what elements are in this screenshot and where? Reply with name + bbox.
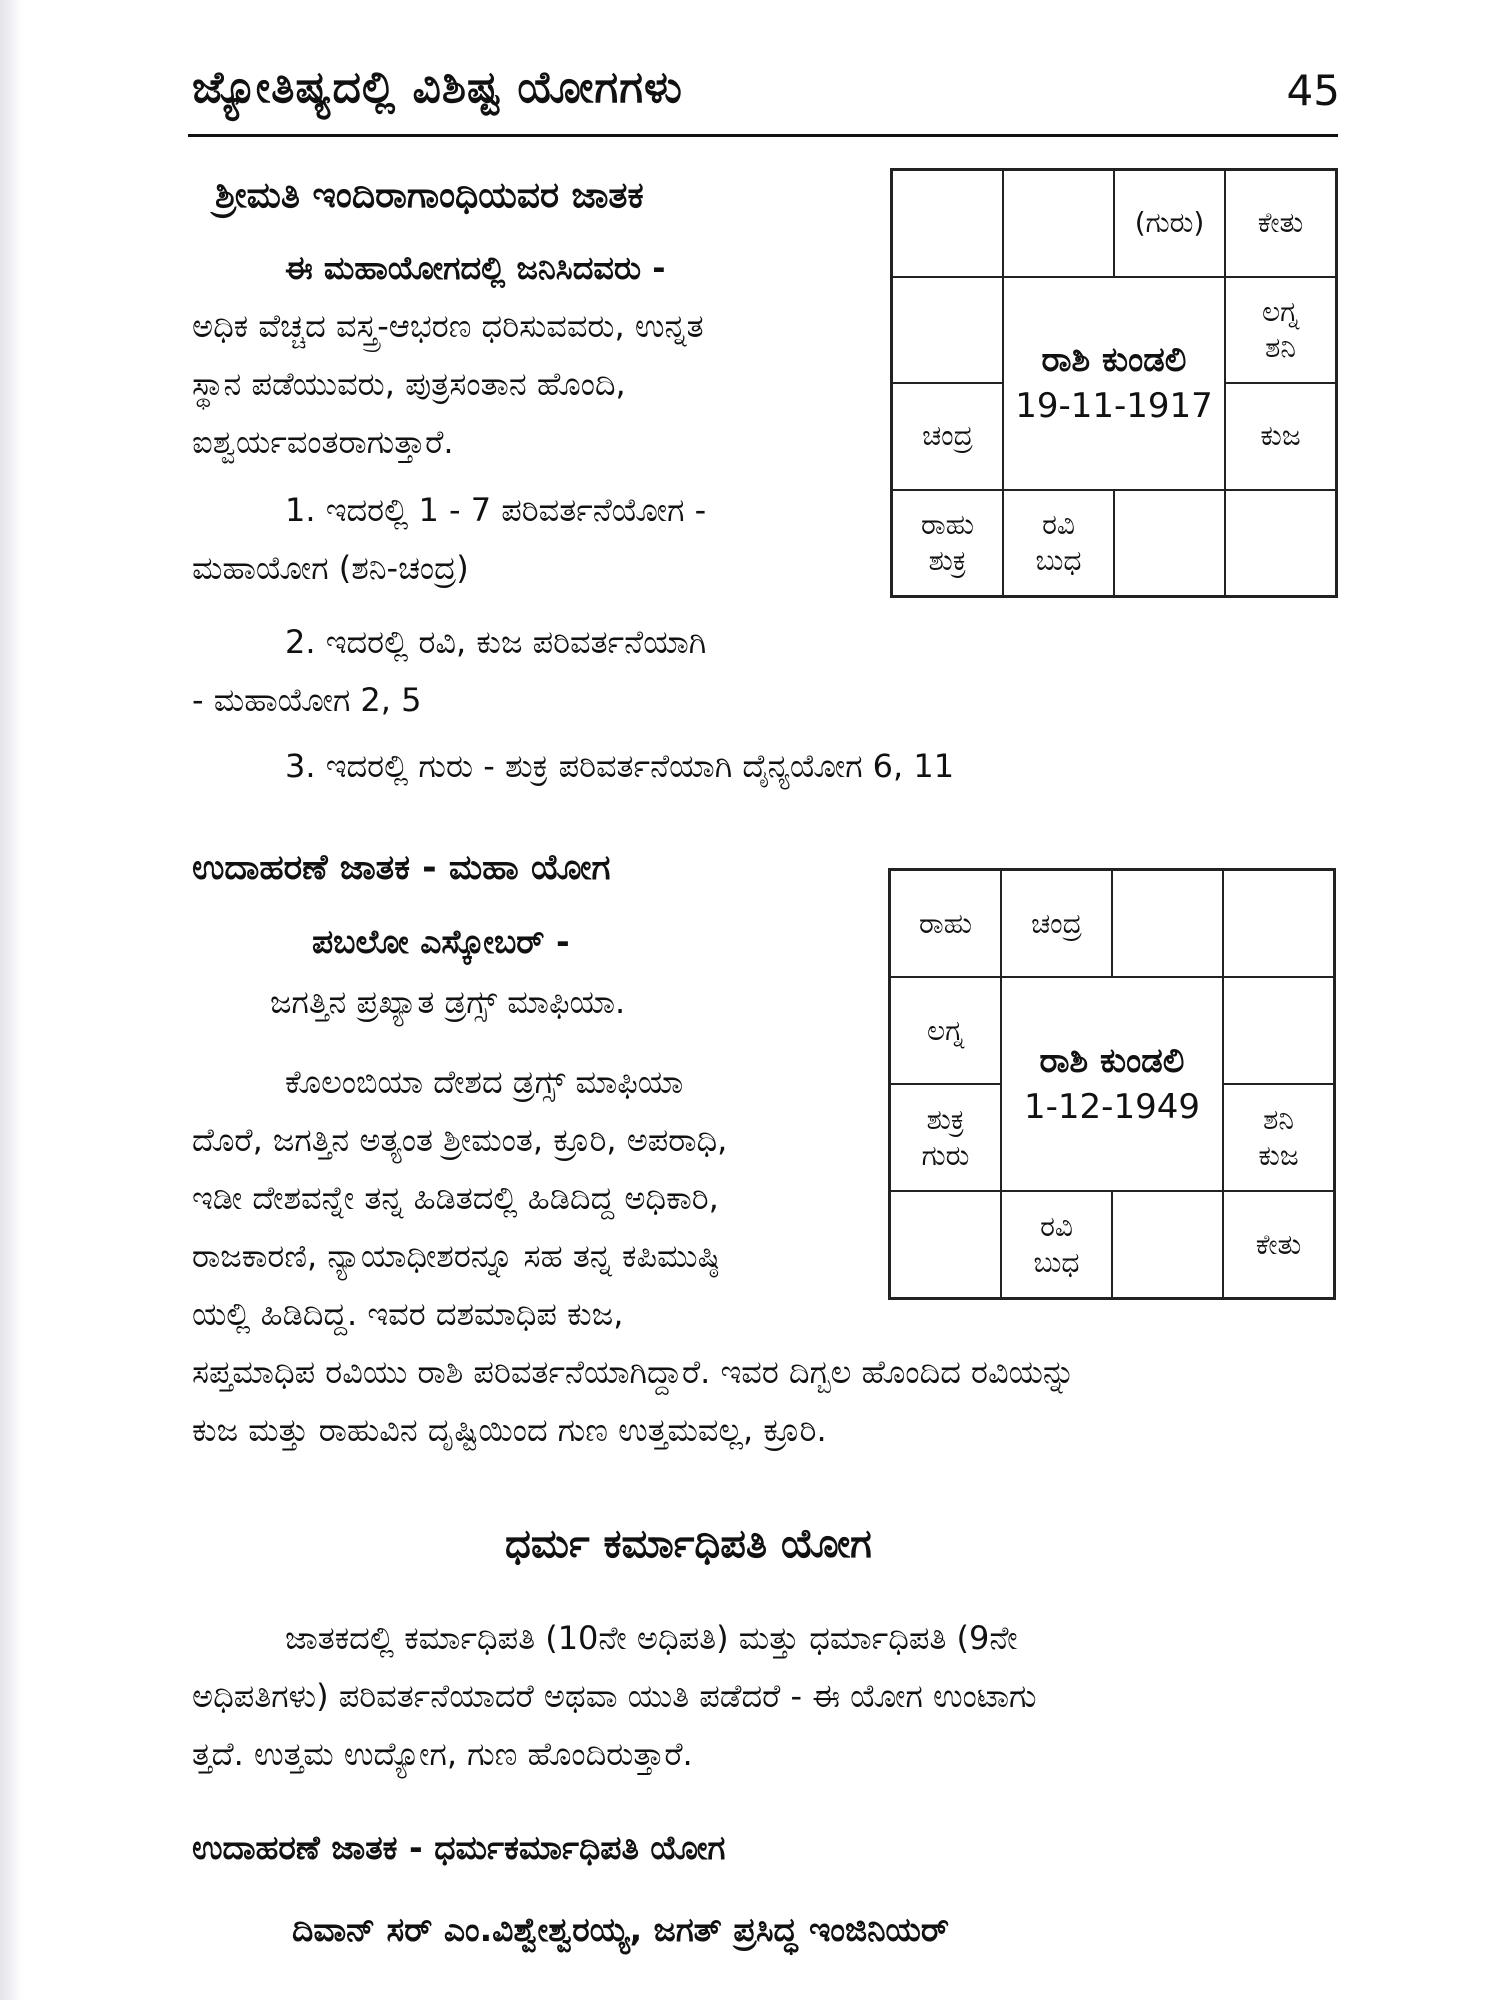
chart1-house-r1c2 [1003, 170, 1114, 277]
planet-label: ಲಗ್ನ [1261, 294, 1300, 328]
section2-para-line: ಯಲ್ಲಿ ಹಿಡಿದಿದ್ದ. ಇವರ ದಶಮಾಧಿಪ ಕುಜ, [192, 1295, 624, 1333]
planet-label: ಶುಕ್ರ [926, 1102, 965, 1136]
planet-label: ಲಗ್ನ [926, 1013, 965, 1047]
rashi-chart-1917 [890, 168, 1338, 598]
chart2-house-r3c1 [890, 1084, 1001, 1191]
rashi-chart-1949 [888, 868, 1336, 1300]
section1-para-line: ಸ್ಥಾನ ಪಡೆಯುವರು, ಪುತ್ರಸಂತಾನ ಹೊಂದಿ, [192, 365, 626, 403]
chart1-house-r3c1 [892, 383, 1003, 490]
planet-label: ಬುಧ [1035, 543, 1082, 577]
chart1-house-r4c4 [1225, 490, 1336, 597]
chart2-house-r1c4 [1223, 870, 1334, 977]
planet-label: ಕೇತು [1257, 206, 1304, 240]
chart2-house-r4c3 [1112, 1191, 1223, 1298]
planet-label: ಶುಕ್ರ [928, 543, 967, 577]
section1-heading: ಶ್ರೀಮತಿ ಇಂದಿರಾಗಾಂಧಿಯವರ ಜಾತಕ [215, 175, 644, 216]
planet-label: ಶನಿ [1265, 330, 1296, 364]
planet-label: ಕೇತು [1255, 1227, 1302, 1261]
chart1-house-r4c1 [892, 490, 1003, 597]
chart2-house-r3c4 [1223, 1084, 1334, 1191]
chart1-center [1003, 277, 1225, 490]
chart1-house-r2c4 [1225, 277, 1336, 384]
section1-item1-line: 1. ಇದರಲ್ಲಿ 1 - 7 ಪರಿವರ್ತನೆಯೋಗ - [285, 491, 707, 529]
chart1-date: 19-11-1917 [1015, 386, 1213, 426]
chart2-house-r1c2 [1001, 870, 1112, 977]
section2-para-line: ಸಪ್ತಮಾಧಿಪ ರವಿಯು ರಾಶಿ ಪರಿವರ್ತನೆಯಾಗಿದ್ದಾರೆ. ಇವರ ದಿಗ್ಬಲ ಹೊಂದಿದ ರವಿಯನ್ನು [192, 1353, 1076, 1391]
section2-heading: ಉದಾಹರಣೆ ಜಾತಕ - ಮಹಾ ಯೋಗ [192, 848, 611, 888]
running-header-title: ಜ್ಯೋತಿಷ್ಯದಲ್ಲಿ ವಿಶಿಷ್ಟ ಯೋಗಗಳು [192, 62, 683, 113]
chart1-house-r1c3 [1114, 170, 1225, 277]
section2-para-line: ಕೊಲಂಬಿಯಾ ದೇಶದ ಡ್ರಗ್ಸ್ ಮಾಫಿಯಾ [285, 1063, 684, 1101]
section3-title: ಧರ್ಮ ಕರ್ಮಾಧಿಪತಿ ಯೋಗ [505, 1521, 872, 1567]
page-number: 45 [1286, 66, 1340, 115]
chart2-house-r2c4 [1223, 977, 1334, 1084]
planet-label: ಕುಜ [1260, 419, 1301, 453]
section1-item1-line: ಮಹಾಯೋಗ (ಶನಿ-ಚಂದ್ರ) [192, 549, 469, 587]
section2-para-line: ಇಡೀ ದೇಶವನ್ನೇ ತನ್ನ ಹಿಡಿತದಲ್ಲಿ ಹಿಡಿದಿದ್ದ ಅಧಿಕಾರಿ, [192, 1179, 719, 1217]
section2-subtitle: ಜಗತ್ತಿನ ಪ್ರಖ್ಯಾತ ಡ್ರಗ್ಸ್ ಮಾಫಿಯಾ. [270, 983, 626, 1021]
section2-para-line: ಕುಜ ಮತ್ತು ರಾಹುವಿನ ದೃಷ್ಟಿಯಿಂದ ಗುಣ ಉತ್ತಮವಲ್ಲ, ಕ್ರೂರಿ. [192, 1411, 827, 1449]
chart2-house-r1c1 [890, 870, 1001, 977]
planet-label: ರಾಹು [920, 507, 974, 541]
section3-para-line: ಜಾತಕದಲ್ಲಿ ಕರ್ಮಾಧಿಪತಿ (10ನೇ ಅಧಿಪತಿ) ಮತ್ತು ಧರ್ಮಾಧಿಪತಿ (9ನೇ [285, 1619, 1018, 1657]
chart2-house-r2c1 [890, 977, 1001, 1084]
chart1-house-r2c1 [892, 277, 1003, 384]
chart2-house-r4c4 [1223, 1191, 1334, 1298]
chart1-house-r1c1 [892, 170, 1003, 277]
section2-para-line: ದೊರೆ, ಜಗತ್ತಿನ ಅತ್ಯಂತ ಶ್ರೀಮಂತ, ಕ್ರೂರಿ, ಅಪರಾಧಿ, [192, 1121, 728, 1159]
chart2-date: 1-12-1949 [1024, 1087, 1200, 1127]
chart2-house-r4c2 [1001, 1191, 1112, 1298]
chart2-title: ರಾಶಿ ಕುಂಡಲಿ [1039, 1041, 1185, 1081]
planet-label: ರಾಹು [918, 906, 972, 940]
section2-subheading: ಪಬಲೋ ಎಸ್ಕೋಬರ್ - [312, 922, 570, 961]
planet-label: ಚಂದ್ರ [922, 419, 973, 453]
chart1-house-r1c4 [1225, 170, 1336, 277]
section3-para-line: ತ್ತದೆ. ಉತ್ತಮ ಉದ್ಯೋಗ, ಗುಣ ಹೊಂದಿರುತ್ತಾರೆ. [192, 1735, 693, 1773]
section3-example-line: ದಿವಾನ್ ಸರ್ ಎಂ.ವಿಶ್ವೇಶ್ವರಯ್ಯ, ಜಗತ್ ಪ್ರಸಿದ್ಧ ಇಂಜಿನಿಯರ್ [292, 1910, 950, 1949]
chart1-house-r3c4 [1225, 383, 1336, 490]
section1-para-line: ಅಧಿಕ ವೆಚ್ಚದ ವಸ್ತ್ರ-ಆಭರಣ ಧರಿಸುವವರು, ಉನ್ನತ [192, 307, 704, 345]
planet-label: ರವಿ [1040, 1209, 1073, 1243]
planet-label: ಚಂದ್ರ [1031, 906, 1082, 940]
chart1-house-r4c2 [1003, 490, 1114, 597]
section1-item3: 3. ಇದರಲ್ಲಿ ಗುರು - ಶುಕ್ರ ಪರಿವರ್ತನೆಯಾಗಿ ದೈನ್ಯಯೋಗ 6, 11 [285, 747, 955, 785]
section1-item2-line: - ಮಹಾಯೋಗ 2, 5 [192, 681, 422, 719]
section1-para-line: ಈ ಮಹಾಯೋಗದಲ್ಲಿ ಜನಿಸಿದವರು - [285, 249, 666, 287]
chart2-center [1001, 977, 1223, 1191]
planet-label: ಶನಿ [1263, 1102, 1294, 1136]
chart2-house-r4c1 [890, 1191, 1001, 1298]
chart1-house-r4c3 [1114, 490, 1225, 597]
planet-label: ರವಿ [1042, 507, 1075, 541]
page-edge-shadow [0, 0, 22, 2000]
section3-para-line: ಅಧಿಪತಿಗಳು) ಪರಿವರ್ತನೆಯಾದರೆ ಅಥವಾ ಯುತಿ ಪಡೆದರೆ - ಈ ಯೋಗ ಉಂಟಾಗು [192, 1677, 1037, 1715]
header-rule [188, 134, 1338, 137]
planet-label: ಬುಧ [1033, 1245, 1080, 1279]
planet-label: ಗುರು [921, 1138, 970, 1172]
section2-para-line: ರಾಜಕಾರಣಿ, ನ್ಯಾಯಾಧೀಶರನ್ನೂ ಸಹ ತನ್ನ ಕಪಿಮುಷ್ಠಿ [192, 1237, 720, 1275]
section1-para-line: ಐಶ್ವರ್ಯವಂತರಾಗುತ್ತಾರೆ. [192, 423, 454, 461]
section1-item2-line: 2. ಇದರಲ್ಲಿ ರವಿ, ಕುಜ ಪರಿವರ್ತನೆಯಾಗಿ [285, 623, 707, 661]
planet-label: ಕುಜ [1258, 1138, 1299, 1172]
chart2-house-r1c3 [1112, 870, 1223, 977]
chart1-title: ರಾಶಿ ಕುಂಡಲಿ [1041, 340, 1187, 380]
planet-label: (ಗುರು) [1134, 206, 1205, 240]
section3-example-heading: ಉದಾಹರಣೆ ಜಾತಕ - ಧರ್ಮಕರ್ಮಾಧಿಪತಿ ಯೋಗ [192, 1828, 726, 1867]
